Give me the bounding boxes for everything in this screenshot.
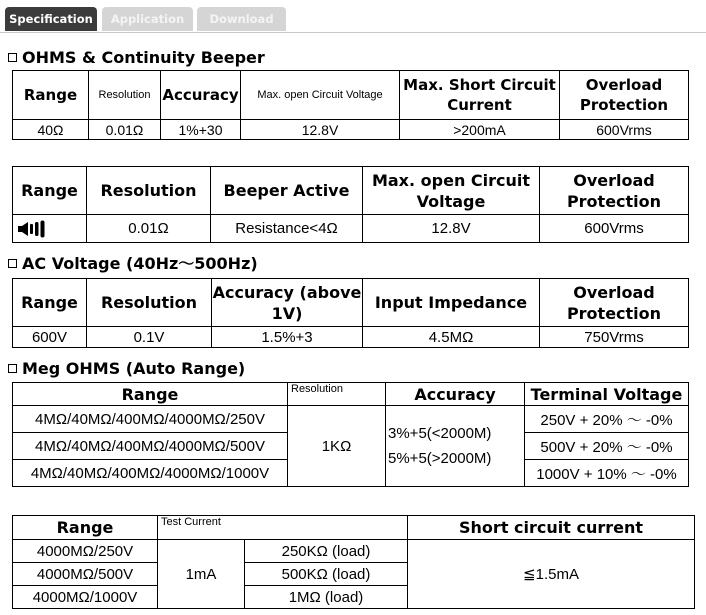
ohms-title-text: OHMS & Continuity Beeper: [22, 48, 265, 67]
meg-accuracy-cell: [386, 406, 525, 487]
checkbox-bullet-icon: [8, 364, 17, 373]
test-header-current: Test Current: [158, 516, 408, 540]
ohms-header-accuracy: Accuracy: [161, 71, 241, 120]
meg-row-250v: [13, 406, 689, 433]
test-header-row: [13, 516, 695, 540]
ohms-header-short-current: Max. Short Circuit Current: [400, 71, 560, 120]
ac-table: [12, 278, 689, 348]
beeper-header-active: Beeper Active: [211, 167, 363, 215]
ohms-data-row: [13, 120, 689, 140]
ac-header-range: Range: [13, 279, 87, 327]
ohms-table: [12, 70, 689, 140]
test-header-range: Range: [13, 516, 158, 540]
meg-range-250v: 4MΩ/40MΩ/400MΩ/4000MΩ/250V: [13, 406, 288, 433]
ac-accuracy-value: 1.5%+3: [212, 327, 363, 348]
ohms-header-row: [13, 71, 689, 120]
test-load-500k: 500KΩ (load): [245, 563, 408, 586]
ac-section-title: [8, 254, 258, 274]
tab-download[interactable]: Download: [197, 7, 286, 31]
beeper-range-cell: [13, 215, 87, 243]
checkbox-bullet-icon: [8, 259, 17, 268]
ohms-header-overload: Overload Protection: [560, 71, 689, 120]
meg-accuracy-high: 5%+5(>2000M): [388, 450, 492, 467]
beeper-open-voltage-value: 12.8V: [363, 215, 540, 243]
beeper-header-open-voltage: Max. open Circuit Voltage: [363, 167, 540, 215]
beeper-sound-icon: [17, 218, 51, 240]
test-short-value: ≦1.5mA: [408, 540, 695, 609]
ac-header-accuracy: Accuracy (above 1V): [212, 279, 363, 327]
test-header-short: Short circuit current: [408, 516, 695, 540]
ohms-overload-value: 600Vrms: [560, 120, 689, 140]
test-row-250v: [13, 540, 695, 563]
meg-header-resolution: Resolution: [288, 383, 386, 406]
meg-title-text: Meg OHMS (Auto Range): [22, 359, 246, 378]
ac-header-overload: Overload Protection: [540, 279, 689, 327]
test-load-1m: 1MΩ (load): [245, 586, 408, 609]
ohms-open-voltage-value: 12.8V: [241, 120, 400, 140]
beeper-overload-value: 600Vrms: [540, 215, 689, 243]
meg-header-accuracy: Accuracy: [386, 383, 525, 406]
ac-header-impedance: Input Impedance: [363, 279, 540, 327]
ac-header-resolution: Resolution: [87, 279, 212, 327]
ohms-range-value: 40Ω: [13, 120, 89, 140]
beeper-resolution-value: 0.01Ω: [87, 215, 211, 243]
beeper-active-value: Resistance<4Ω: [211, 215, 363, 243]
ohms-short-current-value: >200mA: [400, 120, 560, 140]
test-range-250v: 4000MΩ/250V: [13, 540, 158, 563]
tab-specification[interactable]: Specification: [5, 7, 97, 31]
test-load-250k: 250KΩ (load): [245, 540, 408, 563]
ac-header-row: [13, 279, 689, 327]
ac-impedance-value: 4.5MΩ: [363, 327, 540, 348]
ac-data-row: [13, 327, 689, 348]
beeper-header-resolution: Resolution: [87, 167, 211, 215]
test-current-value: 1mA: [158, 540, 245, 609]
ohms-header-range: Range: [13, 71, 89, 120]
meg-section-title: [8, 359, 245, 379]
ohms-header-resolution: Resolution: [89, 71, 161, 120]
beeper-header-row: [13, 167, 689, 215]
meg-range-1000v: 4MΩ/40MΩ/400MΩ/4000MΩ/1000V: [13, 460, 288, 487]
meg-header-terminal: Terminal Voltage: [525, 383, 689, 406]
meg-header-row: [13, 383, 689, 406]
test-current-table: [12, 515, 695, 609]
meg-range-500v: 4MΩ/40MΩ/400MΩ/4000MΩ/500V: [13, 433, 288, 460]
ac-range-value: 600V: [13, 327, 87, 348]
meg-terminal-250v: 250V + 20% ～ -0%: [525, 406, 689, 433]
meg-terminal-500v: 500V + 20% ～ -0%: [525, 433, 689, 460]
beeper-header-overload: Overload Protection: [540, 167, 689, 215]
ohms-accuracy-value: 1%+30: [161, 120, 241, 140]
test-range-500v: 4000MΩ/500V: [13, 563, 158, 586]
meg-accuracy-low: 3%+5(<2000M): [388, 425, 492, 442]
tab-bar: [0, 0, 706, 33]
beeper-data-row: [13, 215, 689, 243]
beeper-header-range: Range: [13, 167, 87, 215]
ohms-resolution-value: 0.01Ω: [89, 120, 161, 140]
beeper-table: [12, 166, 689, 243]
meg-header-range: Range: [13, 383, 288, 406]
tab-application[interactable]: Application: [102, 7, 193, 31]
ac-resolution-value: 0.1V: [87, 327, 212, 348]
meg-resolution-value: 1KΩ: [288, 406, 386, 487]
test-range-1000v: 4000MΩ/1000V: [13, 586, 158, 609]
ohms-header-open-voltage: Max. open Circuit Voltage: [241, 71, 400, 120]
checkbox-bullet-icon: [8, 53, 17, 62]
meg-terminal-1000v: 1000V + 10% ～ -0%: [525, 460, 689, 487]
meg-table: [12, 382, 689, 487]
ohms-section-title: [8, 48, 265, 68]
ac-title-text: AC Voltage (40Hz～500Hz): [22, 254, 258, 273]
ac-overload-value: 750Vrms: [540, 327, 689, 348]
